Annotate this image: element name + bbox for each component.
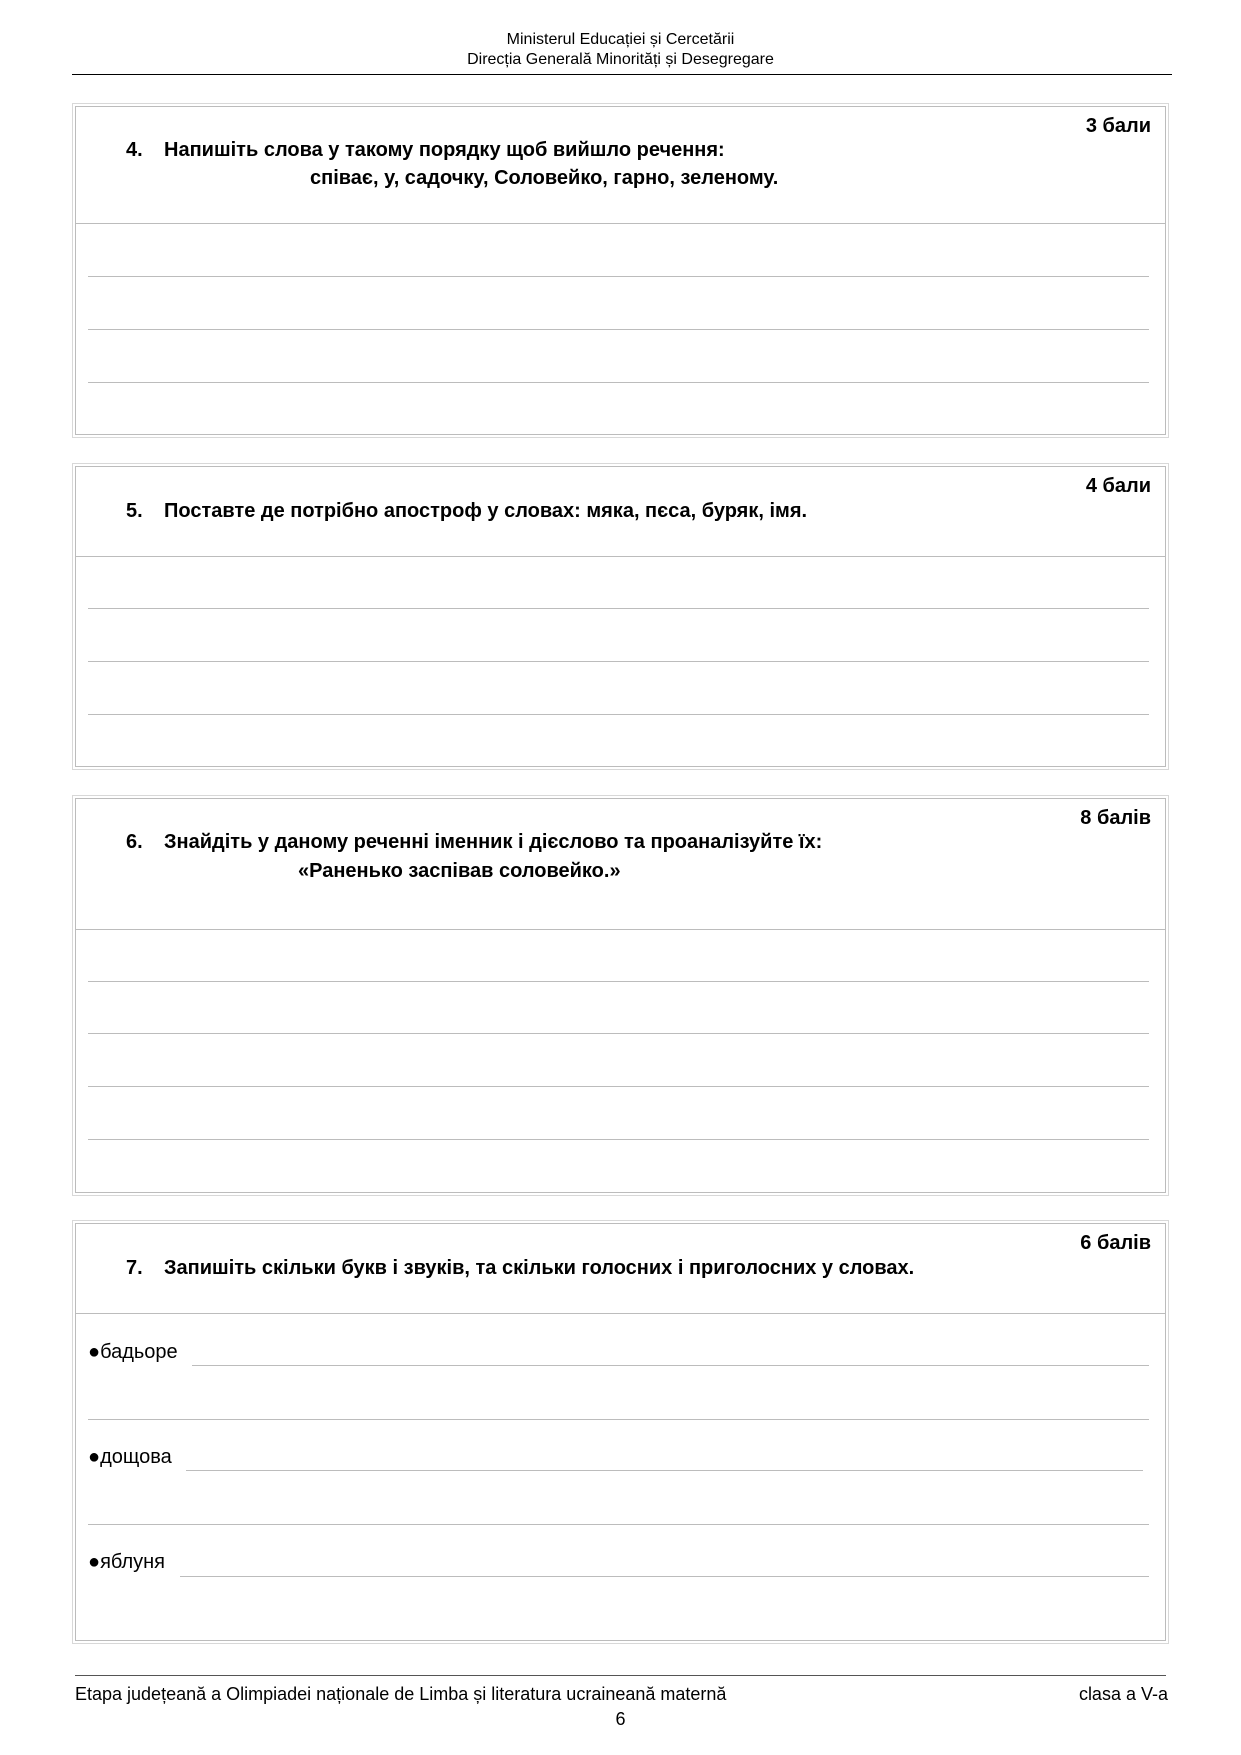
question-5-header (76, 467, 1165, 557)
answer-line[interactable] (192, 1365, 1149, 1366)
answer-line[interactable] (88, 714, 1149, 715)
question-7-text (126, 1257, 914, 1280)
question-6-box (75, 798, 1166, 1193)
question-5-prompt: Поставте де потрібно апостроф у словах: мяка, пєса, буряк, імя. (164, 500, 808, 522)
answer-line[interactable] (88, 661, 1149, 662)
answer-line[interactable] (88, 981, 1149, 982)
question-6-prompt: Знайдіть у даному реченні іменник і дієслово та проаналізуйте їх: (164, 831, 823, 853)
question-6-text (126, 831, 822, 854)
question-7-header (76, 1224, 1165, 1314)
question-7-points: 6 балів (1080, 1232, 1151, 1254)
word-item: ●бадьоре (88, 1341, 178, 1363)
word-item: ●яблуня (88, 1551, 166, 1573)
question-4-box (75, 106, 1166, 435)
header-rule (72, 74, 1172, 75)
directorate-name: Direcția Generală Minorități și Desegregare (467, 51, 774, 68)
ministry-name: Ministerul Educației și Cercetării (506, 31, 735, 48)
word-item: ●дощова (88, 1446, 172, 1468)
answer-line[interactable] (88, 608, 1149, 609)
question-4-words: співає, у, садочку, Соловейко, гарно, зеленому. (310, 167, 779, 189)
footer-rule (75, 1675, 1166, 1676)
answer-line[interactable] (186, 1470, 1143, 1471)
question-5-text (126, 500, 807, 523)
answer-line[interactable] (88, 1419, 1149, 1420)
answer-line[interactable] (88, 1033, 1149, 1034)
answer-line[interactable] (88, 329, 1149, 330)
question-6-sentence: «Раненько заспівав соловейко.» (298, 860, 621, 882)
question-4-points: 3 бали (1085, 115, 1151, 137)
question-7-prompt: Запишіть скільки букв і звуків, та скільки голосних і приголосних у словах. (164, 1257, 915, 1279)
answer-line[interactable] (88, 276, 1149, 277)
question-4-text (126, 139, 725, 162)
question-5-points: 4 бали (1085, 475, 1151, 497)
document-header (0, 30, 1241, 70)
answer-line[interactable] (88, 382, 1149, 383)
footer-class: clasa a V-a (1078, 1684, 1168, 1704)
question-4-header (76, 107, 1165, 224)
question-5-box (75, 466, 1166, 767)
question-6-header (76, 799, 1165, 930)
question-5-number: 5. (126, 500, 143, 522)
question-6-number: 6. (126, 831, 143, 853)
question-4-prompt: Напишіть слова у такому порядку щоб вийшло речення: (164, 139, 725, 161)
question-7-box (75, 1223, 1166, 1641)
question-6-points: 8 балів (1080, 807, 1151, 829)
question-4-number: 4. (126, 139, 143, 161)
answer-line[interactable] (180, 1576, 1149, 1577)
answer-line[interactable] (88, 1524, 1149, 1525)
question-7-number: 7. (126, 1257, 143, 1279)
footer-olympiad-title: Etapa județeană a Olimpiadei naționale de Limba și literatura ucraineană maternă (75, 1684, 727, 1704)
answer-line[interactable] (88, 1139, 1149, 1140)
page-number: 6 (615, 1709, 626, 1729)
answer-line[interactable] (88, 1086, 1149, 1087)
